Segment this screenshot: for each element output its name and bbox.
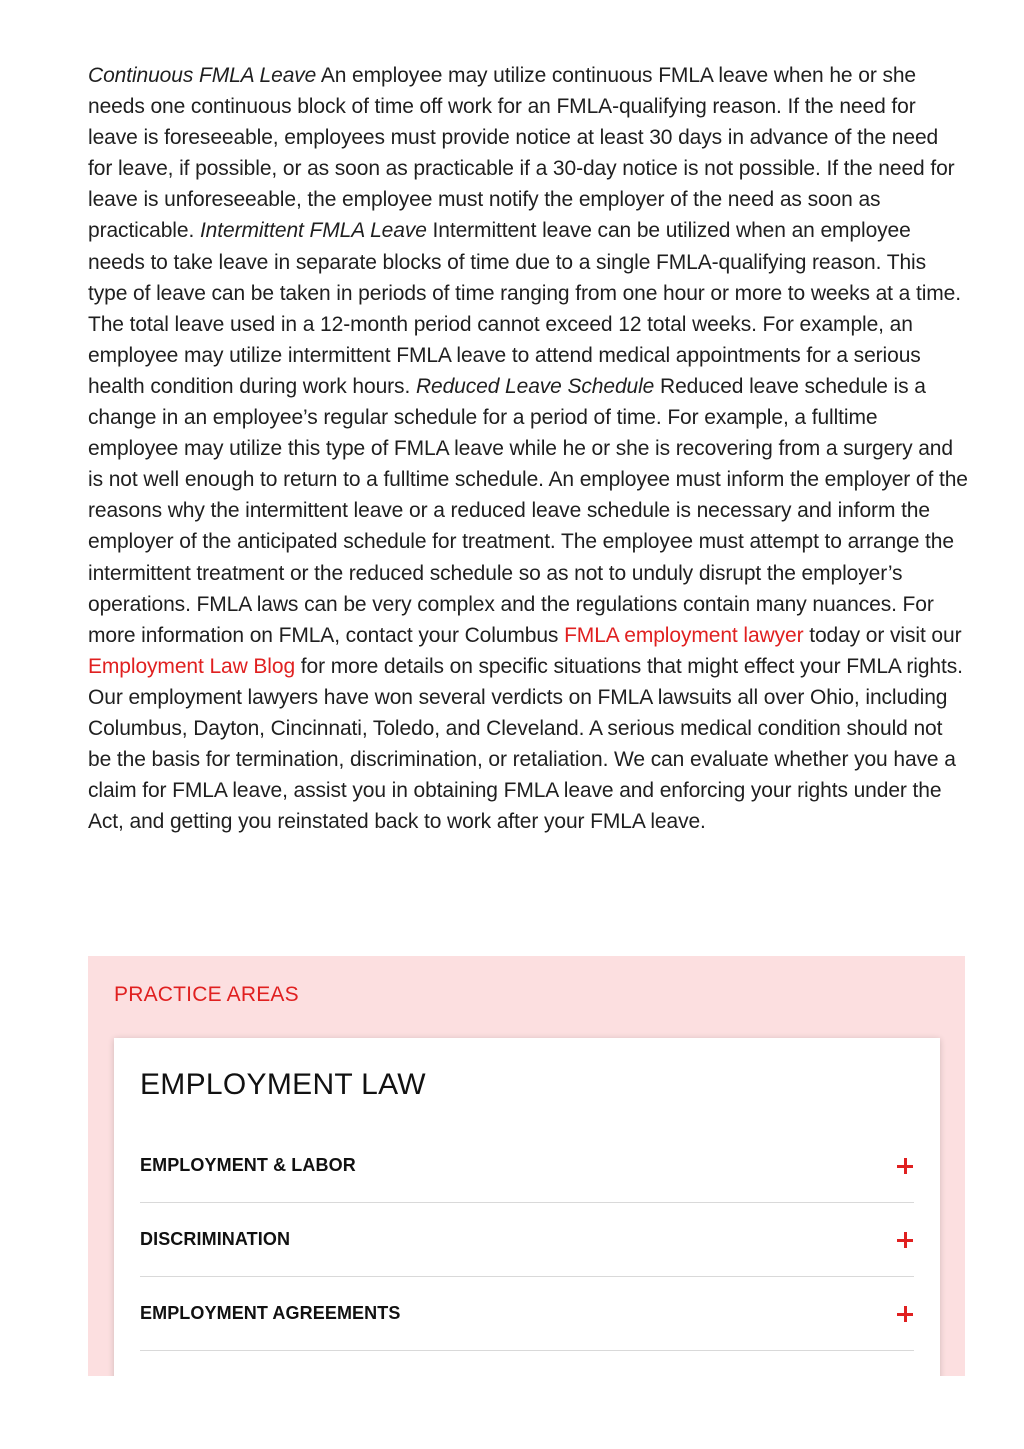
practice-areas-panel bbox=[88, 956, 965, 1376]
link-connector-text: today or visit our bbox=[803, 623, 962, 647]
article-body bbox=[88, 60, 968, 837]
reduced-leave-heading: Reduced Leave Schedule bbox=[415, 374, 655, 398]
accordion-item-employment-agreements[interactable] bbox=[140, 1277, 914, 1351]
employment-law-blog-link[interactable]: Employment Law Blog bbox=[88, 654, 296, 678]
plus-icon[interactable] bbox=[897, 1158, 913, 1174]
continuous-leave-heading: Continuous FMLA Leave bbox=[88, 64, 317, 87]
accordion-item-label: EMPLOYMENT AGREEMENTS bbox=[140, 1303, 401, 1323]
accordion-item-employment-labor[interactable] bbox=[140, 1129, 914, 1203]
card-title: EMPLOYMENT LAW bbox=[140, 1068, 426, 1101]
accordion-item-label: DISCRIMINATION bbox=[140, 1229, 291, 1249]
continuous-leave-text: An employee may utilize continuous FMLA leave when he or she needs one continuous block of time off work for an FMLA-qualifying reason. If the need for leave is foreseeable, employees must provide notice at least 30 days in advance of the need for leave, if possible, or as soon as practicable if a 30-day notice is not possible. If the need for leave is unforeseeable, the employee must notify the employer of the need as soon as practicable. bbox=[88, 64, 955, 243]
closing-text: for more details on specific situations that might effect your FMLA rights. Our employment lawyers have won several verdicts on FMLA lawsuits all over Ohio, including Columbus, Dayton, Cincinnati, Toledo, and Cleveland. A serious medical condition should not be the basis for termination, discrimination, or retaliation. We can evaluate whether you have a claim for FMLA leave, assist you in obtaining FMLA leave and enforcing your rights under the Act, and getting you reinstated back to work after your FMLA leave. bbox=[88, 654, 963, 834]
article-paragraph bbox=[88, 60, 968, 837]
plus-icon[interactable] bbox=[897, 1306, 913, 1322]
fmla-lawyer-link[interactable]: FMLA employment lawyer bbox=[564, 623, 804, 647]
employment-law-card bbox=[114, 1038, 940, 1376]
accordion-item-discrimination[interactable] bbox=[140, 1203, 914, 1277]
accordion-list bbox=[140, 1129, 914, 1351]
plus-icon[interactable] bbox=[897, 1232, 913, 1248]
practice-areas-heading: PRACTICE AREAS bbox=[114, 983, 299, 1006]
reduced-leave-text: Reduced leave schedule is a change in an employee’s regular schedule for a period of time. For example, a fulltime employee may utilize this type of FMLA leave while he or she is recovering from a surgery and is not well enough to return to a fulltime schedule. An employee must inform the employer of the reasons why the intermittent leave or a reduced leave schedule is necessary and inform the employer of the anticipated schedule for treatment. The employee must attempt to arrange the intermittent treatment or the reduced schedule so as not to unduly disrupt the employer’s operations. FMLA laws can be very complex and the regulations contain many nuances. For more information on FMLA, contact your Columbus bbox=[88, 374, 968, 647]
intermittent-leave-text: Intermittent leave can be utilized when an employee needs to take leave in separate blocks of time due to a single FMLA-qualifying reason. This type of leave can be taken in periods of time ranging from one hour or more to weeks at a time. The total leave used in a 12-month period cannot exceed 12 total weeks. For example, an employee may utilize intermittent FMLA leave to attend medical appointments for a serious health condition during work hours. bbox=[88, 219, 961, 398]
intermittent-leave-heading: Intermittent FMLA Leave bbox=[199, 219, 427, 243]
accordion-item-label: EMPLOYMENT & LABOR bbox=[140, 1155, 356, 1175]
